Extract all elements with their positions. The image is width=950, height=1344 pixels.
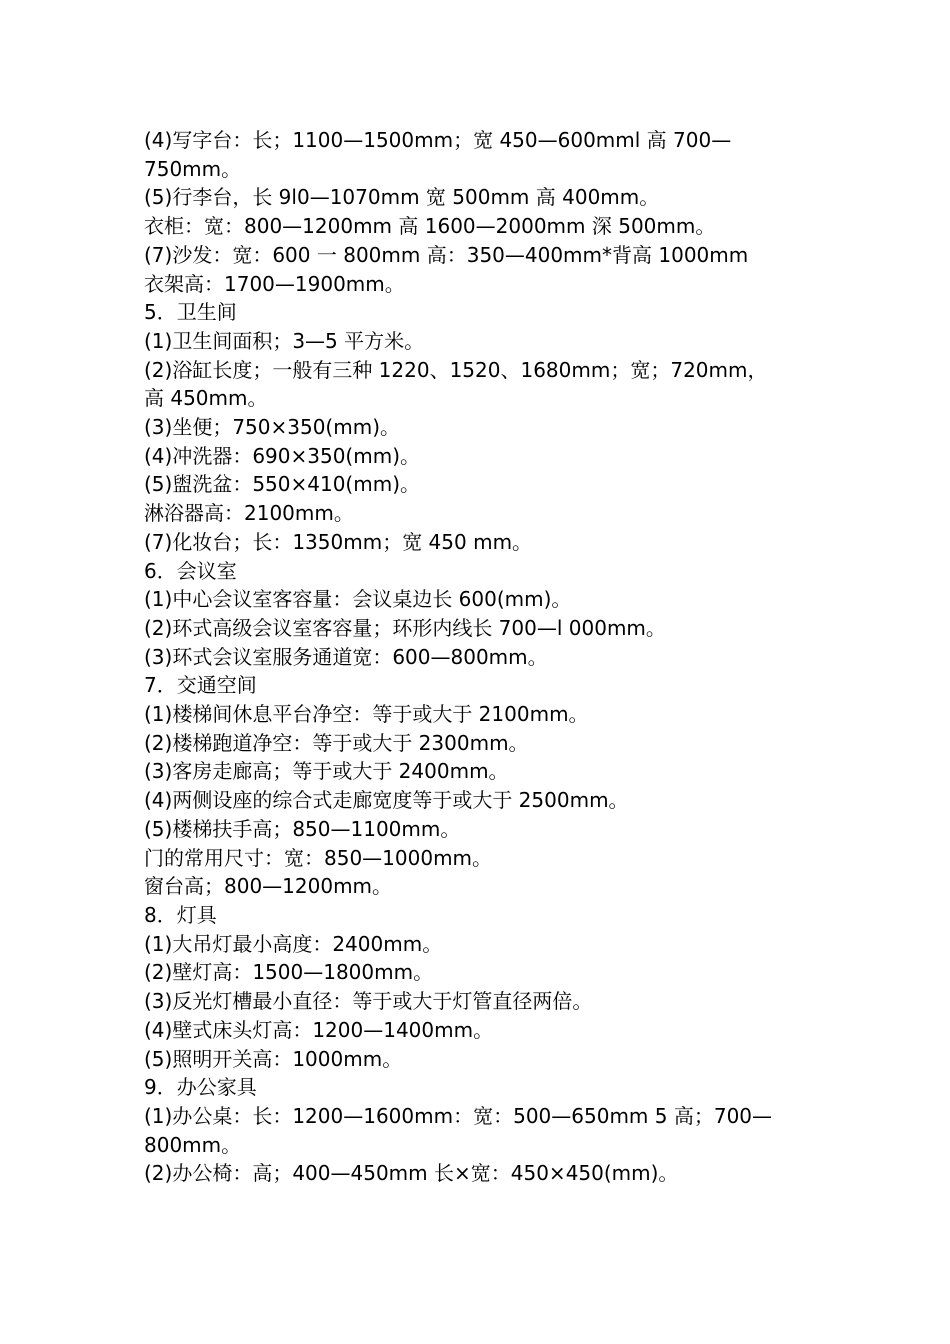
text-line: (5)照明开关高：1000mm。 (144, 1046, 403, 1071)
text-line: 高 450mm。 (144, 386, 268, 411)
text-line: (5)行李台，长 9l0—1070mm 宽 500mm 高 400mm。 (144, 185, 660, 210)
text-line: (2)浴缸长度；一般有三种 1220、1520、1680mm；宽；720mm， (144, 357, 768, 382)
text-line: (2)办公椅：高；400—450mm 长×宽：450×450(mm)。 (144, 1161, 679, 1186)
text-line: (4)写字台：长；1100—1500mm；宽 450—600mml 高 700— (144, 128, 732, 152)
text-line: 窗台高；800—1200mm。 (144, 874, 393, 899)
document-body (144, 126, 824, 1188)
text-line: 淋浴器高：2100mm。 (144, 501, 354, 526)
text-line: 衣架高：1700—1900mm。 (144, 271, 405, 296)
text-line: (7)沙发：宽：600 一 800mm 高：350—400mm*背高 1000mm (144, 242, 749, 267)
text-line: (1)楼梯间休息平台净空：等于或大于 2100mm。 (144, 702, 589, 727)
text-line: (5)盥洗盆：550×410(mm)。 (144, 472, 421, 497)
section-heading: 9．办公家具 (144, 1075, 257, 1100)
text-line: (1)中心会议室客容量：会议桌边长 600(mm)。 (144, 587, 572, 612)
text-line: (4)两侧设座的综合式走廊宽度等于或大于 2500mm。 (144, 788, 629, 813)
text-line: 750mm。 (144, 156, 242, 181)
text-line: (5)楼梯扶手高；850—1100mm。 (144, 816, 461, 841)
text-line: (2)楼梯跑道净空：等于或大于 2300mm。 (144, 730, 529, 755)
text-line: (2)壁灯高：1500—1800mm。 (144, 960, 434, 985)
text-line: (2)环式高级会议室客容量；环形内线长 700—l 000mm。 (144, 615, 666, 640)
text-line: 800mm。 (144, 1132, 242, 1157)
text-line: (3)客房走廊高；等于或大于 2400mm。 (144, 759, 509, 784)
section-heading: 8．灯具 (144, 902, 217, 927)
text-line: (1)办公桌：长：1200—1600mm：宽：500—650mm 5 高；700— (144, 1103, 773, 1128)
text-line: (1)卫生间面积；3—5 平方米。 (144, 328, 425, 353)
section-heading: 6．会议室 (144, 558, 237, 583)
text-line: (3)环式会议室服务通道宽：600—800mm。 (144, 644, 548, 669)
text-line: (7)化妆台；长：1350mm；宽 450 mm。 (144, 529, 533, 554)
text-line: (3)反光灯槽最小直径：等于或大于灯管直径两倍。 (144, 989, 593, 1014)
section-heading: 5．卫生间 (144, 300, 237, 325)
text-line: (3)坐便；750×350(mm)。 (144, 415, 401, 440)
section-heading: 7．交通空间 (144, 673, 257, 698)
text-line: 衣柜：宽：800—1200mm 高 1600—2000mm 深 500mm。 (144, 214, 716, 239)
text-line: (4)壁式床头灯高：1200—1400mm。 (144, 1017, 494, 1042)
text-line: (1)大吊灯最小高度：2400mm。 (144, 931, 443, 956)
text-line: (4)冲洗器：690×350(mm)。 (144, 443, 421, 468)
text-line: 门的常用尺寸：宽：850—1000mm。 (144, 845, 493, 870)
